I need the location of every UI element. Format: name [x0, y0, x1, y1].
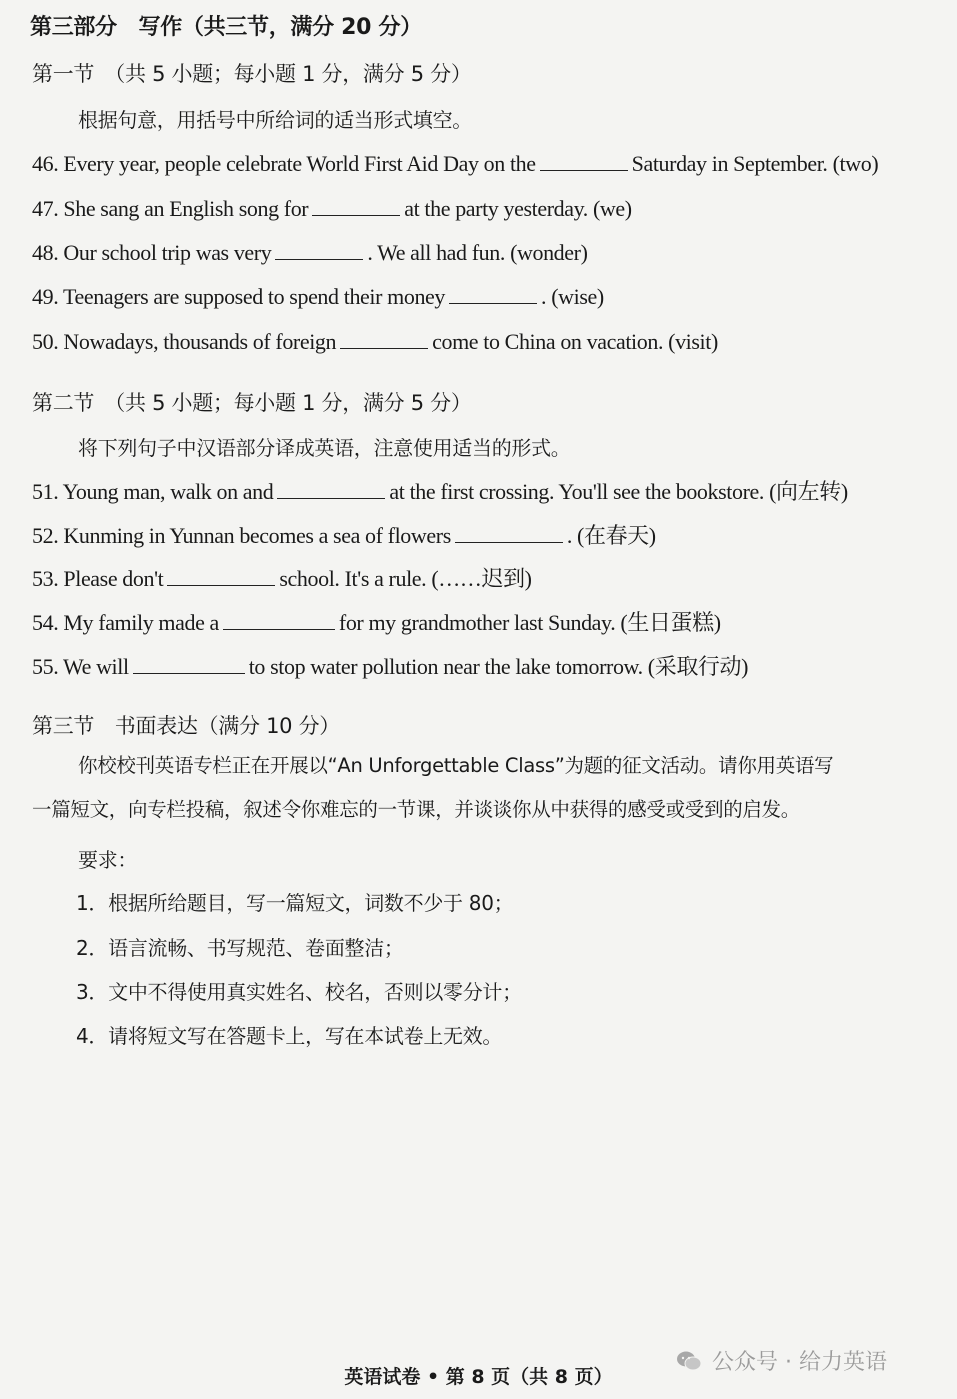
section2-instruction: 将下列句子中汉语部分译成英语，注意使用适当的形式。	[78, 436, 571, 460]
question-49: 49. Teenagers are supposed to spend their money . (wise)	[32, 284, 604, 309]
section2-title: 第二节 （共 5 小题；每小题 1 分，满分 5 分）	[32, 391, 472, 415]
answer-blank[interactable]	[540, 150, 628, 171]
section1-instruction: 根据句意，用括号中所给词的适当形式填空。	[78, 108, 472, 132]
answer-blank[interactable]	[223, 609, 335, 630]
question-47: 47. She sang an English song for at the party yesterday. (we)	[32, 196, 632, 221]
answer-blank[interactable]	[133, 653, 245, 674]
writing-prompt-line2: 一篇短文，向专栏投稿，叙述令你难忘的一节课，并谈谈你从中获得的感受或受到的启发。	[32, 798, 801, 821]
page-footer: 英语试卷 • 第 8 页（共 8 页）	[344, 1366, 613, 1388]
part-title: 第三部分 写作（共三节，满分 20 分）	[30, 15, 422, 40]
watermark-text: 公众号 · 给力英语	[712, 1350, 887, 1375]
question-54: 54. My family made a for my grandmother last Sunday. (生日蛋糕)	[32, 610, 721, 635]
question-52: 52. Kunming in Yunnan becomes a sea of flowers . (在春天)	[32, 523, 656, 548]
question-50: 50. Nowadays, thousands of foreign come to China on vacation. (visit)	[32, 329, 718, 354]
answer-blank[interactable]	[340, 328, 428, 349]
answer-blank[interactable]	[277, 478, 385, 499]
wechat-icon	[676, 1350, 702, 1372]
answer-blank[interactable]	[449, 283, 537, 304]
answer-blank[interactable]	[455, 522, 563, 543]
question-51: 51. Young man, walk on and at the first crossing. You'll see the bookstore. (向左转)	[32, 479, 848, 504]
section1-title: 第一节 （共 5 小题；每小题 1 分，满分 5 分）	[32, 62, 472, 86]
requirement-item: 2．语言流畅、书写规范、卷面整洁；	[76, 936, 404, 960]
answer-blank[interactable]	[312, 195, 400, 216]
question-53: 53. Please don't school. It's a rule. (……迟到)	[32, 566, 532, 591]
question-48: 48. Our school trip was very . We all had fun. (wonder)	[32, 240, 588, 265]
requirement-item: 1．根据所给题目，写一篇短文，词数不少于 80；	[76, 891, 514, 915]
question-55: 55. We will to stop water pollution near the lake tomorrow. (采取行动)	[32, 654, 749, 679]
question-46: 46. Every year, people celebrate World First Aid Day on the Saturday in September. (two)	[32, 151, 879, 176]
requirement-item: 4．请将短文写在答题卡上，写在本试卷上无效。	[76, 1024, 503, 1048]
watermark	[676, 1345, 887, 1376]
answer-blank[interactable]	[275, 239, 363, 260]
answer-blank[interactable]	[167, 565, 275, 586]
writing-prompt-line1: 你校校刊英语专栏正在开展以“An Unforgettable Class”为题的征文活动。请你用英语写	[78, 754, 834, 777]
section3-title: 第三节 书面表达（满分 10 分）	[32, 714, 340, 738]
requirements-title: 要求：	[78, 848, 138, 872]
requirement-item: 3．文中不得使用真实姓名、校名，否则以零分计；	[76, 980, 522, 1004]
